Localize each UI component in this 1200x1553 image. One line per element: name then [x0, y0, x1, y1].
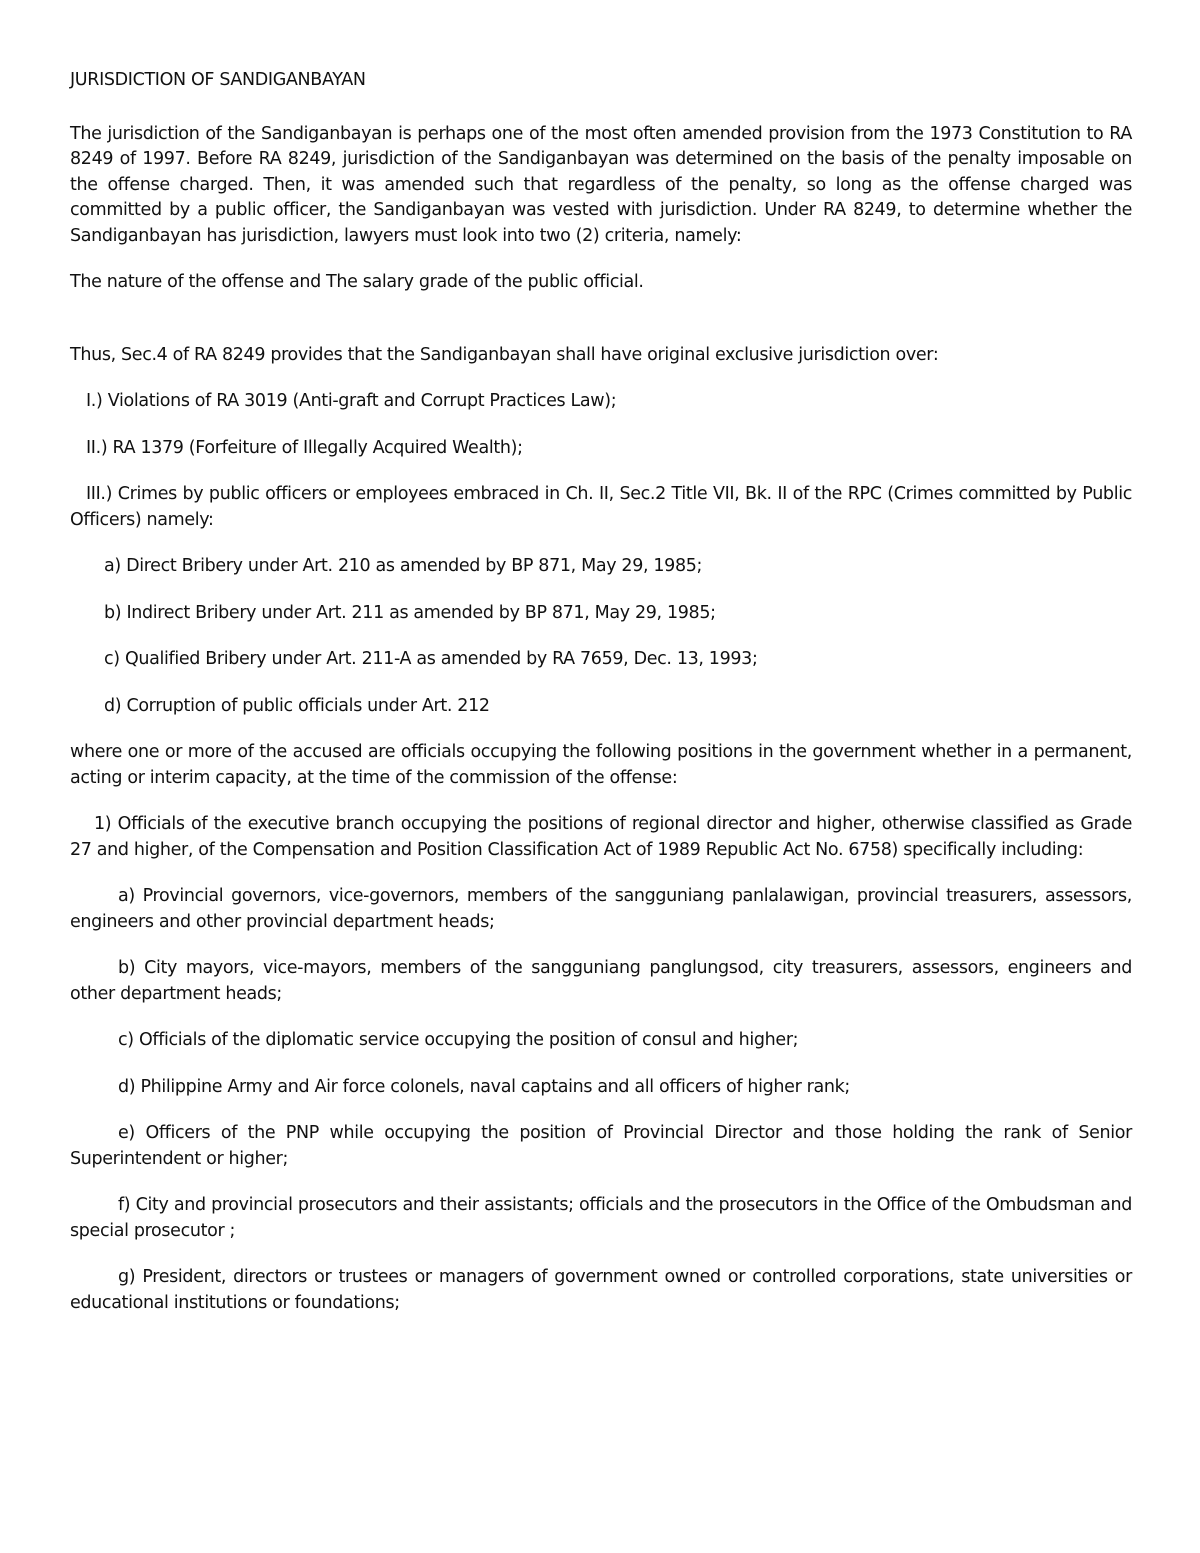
roman-item-3: III.) Crimes by public officers or employees embraced in Ch. II, Sec.2 Title VII, Bk. II of the RPC (Crimes committed by Public Officers) namely:	[70, 484, 1132, 530]
official-item-e: e) Officers of the PNP while occupying the position of Provincial Director and those holding the rank of Senior Superintendent or higher;	[70, 1123, 1132, 1169]
criteria-paragraph: The nature of the offense and The salary grade of the public official.	[70, 272, 644, 292]
official-item-g: g) President, directors or trustees or managers of government owned or controlled corporations, state universities or educational institutions or foundations;	[70, 1267, 1132, 1313]
document-title: JURISDICTION OF SANDIGANBAYAN	[70, 70, 366, 90]
officials-intro-paragraph: 1) Officials of the executive branch occupying the positions of regional director and higher, otherwise classified as Grade 27 and higher, of the Compensation and Position Classification Act of 1989 Republic Act No. 6758) specifically including:	[70, 814, 1132, 860]
where-paragraph: where one or more of the accused are officials occupying the following positions in the government whether in a permanent, acting or interim capacity, at the time of the commission of the offense:	[70, 742, 1132, 788]
official-item-b: b) City mayors, vice-mayors, members of the sangguniang panglungsod, city treasurers, assessors, engineers and other department heads;	[70, 958, 1132, 1004]
official-item-d: d) Philippine Army and Air force colonels, naval captains and all officers of higher rank;	[118, 1076, 850, 1097]
crime-item-a: a) Direct Bribery under Art. 210 as amended by BP 871, May 29, 1985;	[104, 556, 703, 576]
intro-paragraph: The jurisdiction of the Sandiganbayan is perhaps one of the most often amended provision from the 1973 Constitution to RA 8249 of 1997. Before RA 8249, jurisdiction of the Sandiganbayan was determined on the basis of the penalty imposable on the offense charged. Then, it was amended such that regardless of the penalty, so long as the offense charged was committed by a public officer, the Sandiganbayan was vested with jurisdiction. Under RA 8249, to determine whether the Sandiganbayan has jurisdiction, lawyers must look into two (2) criteria, namely:	[70, 123, 1132, 246]
roman-item-1: I.) Violations of RA 3019 (Anti-graft and Corrupt Practices Law);	[86, 391, 617, 411]
sec4-intro-paragraph: Thus, Sec.4 of RA 8249 provides that the Sandiganbayan shall have original exclusive jurisdiction over:	[70, 344, 939, 365]
document-page	[70, 68, 1132, 1316]
crime-item-d: d) Corruption of public officials under Art. 212	[104, 695, 490, 716]
roman-item-2: II.) RA 1379 (Forfeiture of Illegally Acquired Wealth);	[86, 437, 523, 458]
crime-item-c: c) Qualified Bribery under Art. 211-A as amended by RA 7659, Dec. 13, 1993;	[104, 649, 758, 669]
crime-item-b: b) Indirect Bribery under Art. 211 as amended by BP 871, May 29, 1985;	[104, 602, 716, 623]
official-item-c: c) Officials of the diplomatic service occupying the position of consul and higher;	[118, 1030, 799, 1050]
official-item-f: f) City and provincial prosecutors and their assistants; officials and the prosecutors in the Office of the Ombudsman and special prosecutor ;	[70, 1195, 1132, 1241]
official-item-a: a) Provincial governors, vice-governors, members of the sangguniang panlalawigan, provincial treasurers, assessors, engineers and other provincial department heads;	[70, 886, 1132, 932]
